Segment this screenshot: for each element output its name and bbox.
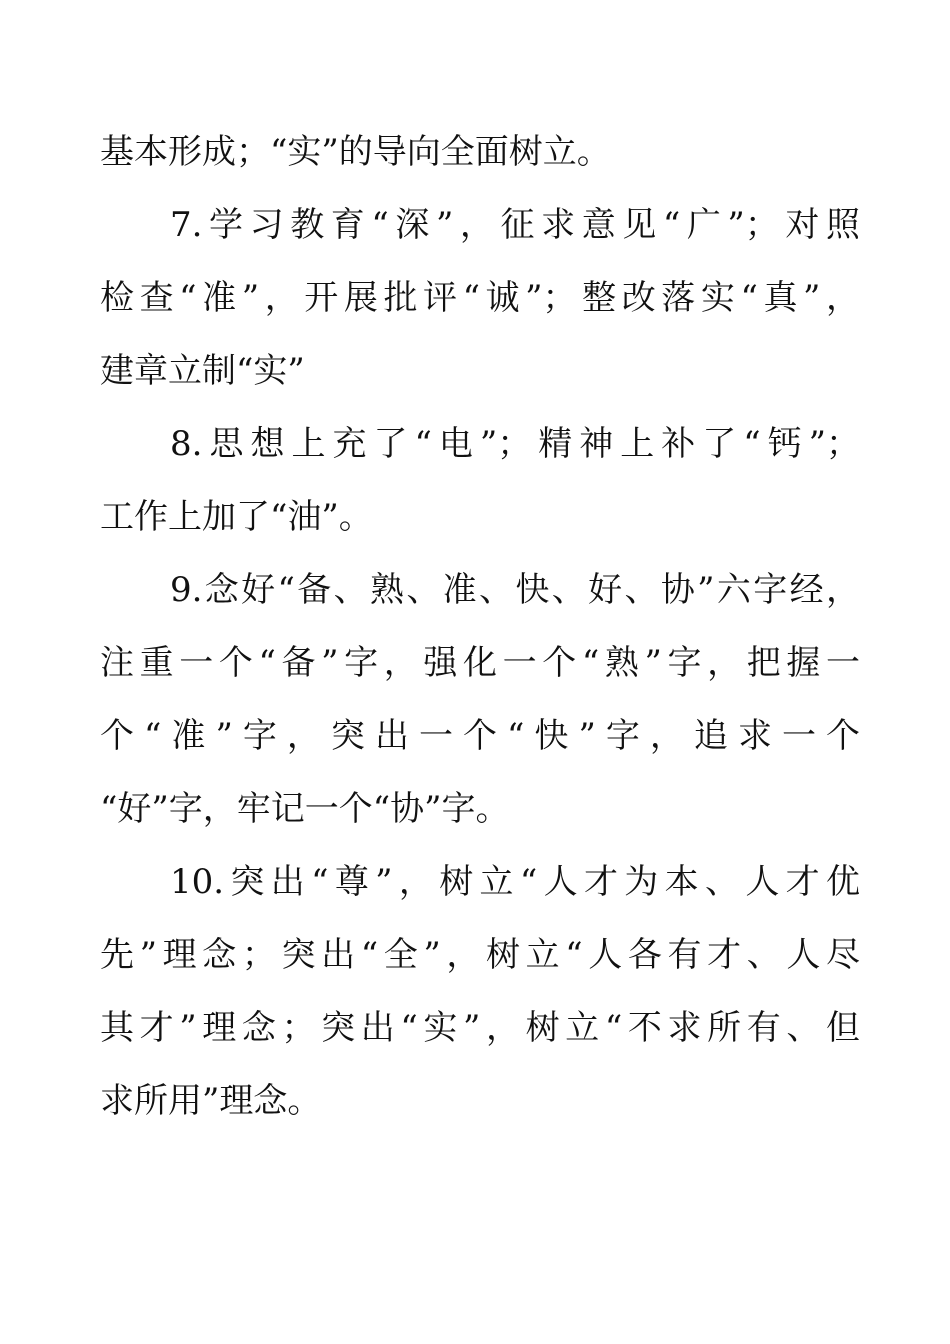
text-line: 建章立制“实” bbox=[100, 351, 305, 391]
text-line: 基本形成；“实”的导向全面树立。 bbox=[100, 132, 611, 172]
text-line: 个“准”字，突出一个“快”字，追求一个 bbox=[100, 716, 860, 756]
text-line: 8.思想上充了“电”；精神上补了“钙”； bbox=[170, 424, 860, 464]
document-body bbox=[100, 116, 860, 1138]
text-line: 7.学习教育“深”，征求意见“广”；对照 bbox=[170, 205, 860, 245]
text-line: 注重一个“备”字，强化一个“熟”字，把握一 bbox=[100, 643, 860, 683]
text-line: 工作上加了“油”。 bbox=[100, 497, 373, 537]
text-line: 求所用”理念。 bbox=[100, 1081, 322, 1121]
text-line: 其才”理念；突出“实”，树立“不求所有、但 bbox=[100, 1008, 860, 1048]
text-line: 9.念好“备、熟、准、快、好、协”六字经， bbox=[170, 570, 860, 610]
text-line: 先”理念；突出“全”，树立“人各有才、人尽 bbox=[100, 935, 860, 975]
text-line: 10.突出“尊”，树立“人才为本、人才优 bbox=[170, 862, 860, 902]
text-line: 检查“准”，开展批评“诚”；整改落实“真”， bbox=[100, 278, 860, 318]
text-line: “好”字，牢记一个“协”字。 bbox=[100, 789, 510, 829]
